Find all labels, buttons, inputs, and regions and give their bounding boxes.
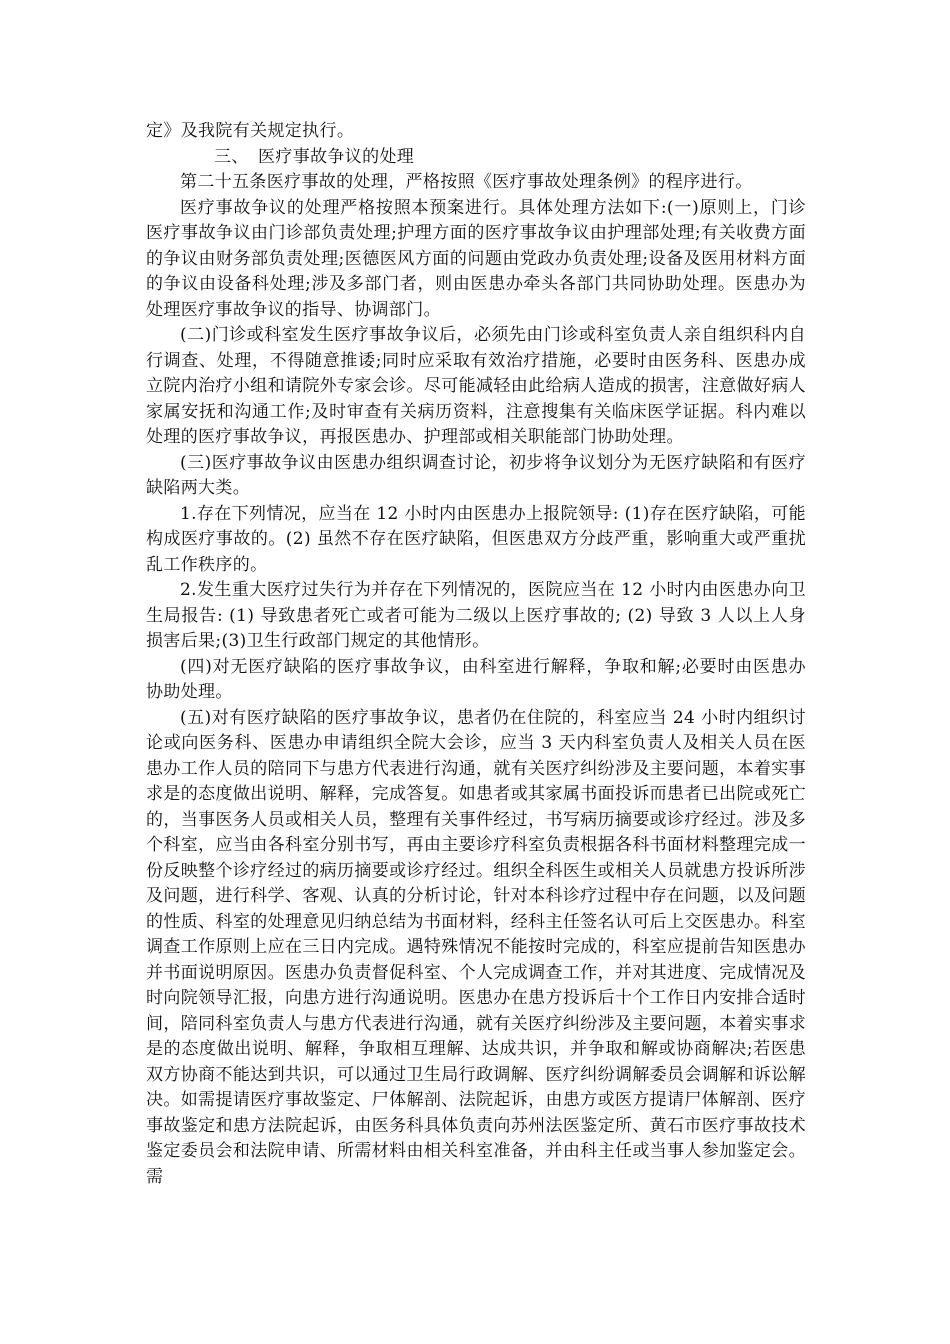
paragraph-item-5: (五)对有医疗缺陷的医疗事故争议，患者仍在住院的，科室应当 24 小时内组织讨论或向医务科、医患办申请组织全院大会诊，应当 3 天内科室负责人及相关人员在医患办工作人员的陪同下与患方代表进行沟通，就有关医疗纠纷涉及主要问题，本着实事求是的态度做出说明、解释，完成答复。如患者或其家属书面投诉而患者已出院或死亡的，当事医务人员或相关人员，整理有关事件经过，书写病历摘要或诊疗经过。涉及多个科室，应当由各科室分别书写，再由主要诊疗科室负责根据各科书面材料整理完成一份反映整个诊疗经过的病历摘要或诊疗经过。组织全科医生或相关人员就患方投诉所涉及问题，进行科学、客观、认真的分析讨论，针对本科诊疗过程中存在问题，以及问题的性质、科室的处理意见归纳总结为书面材料，经科主任签名认可后上交医患办。科室调查工作原则上应在三日内完成。遇特殊情况不能按时完成的，科室应提前告知医患办并书面说明原因。医患办负责督促科室、个人完成调查工作，并对其进度、完成情况及时向院领导汇报，向患方进行沟通说明。医患办在患方投诉后十个工作日内安排合适时间，陪同科室负责人与患方代表进行沟通，就有关医疗纠纷涉及主要问题，本着实事求是的态度做出说明、解释，争取相互理解、达成共识，并争取和解或协商解决;若医患双方协商不能达到共识，可以通过卫生局行政调解、医疗纠纷调解委员会调解和诉讼解决。如需提请医疗事故鉴定、尸体解剖、法院起诉，由患方或医方提请尸体解剖、医疗事故鉴定和患方法院起诉，由医务科具体负责向苏州法医鉴定所、黄石市医疗事故技术鉴定委员会和法院申请、所需材料由相关科室准备，并由科主任或当事人参加鉴定会。需 <box>146 707 806 1187</box>
section-heading <box>146 145 806 171</box>
section-title: 医疗事故争议的处理 <box>258 146 415 167</box>
paragraph-item-2: (二)门诊或科室发生医疗事故争议后，必须先由门诊或科室负责人亲自组织科内自行调查、处理，不得随意推诿;同时应采取有效治疗措施，必要时由医务科、医患办成立院内治疗小组和请院外专家会诊。尽可能减轻由此给病人造成的损害，注意做好病人家属安抚和沟通工作;及时审查有关病历资料，注意搜集有关临床医学证据。科内难以处理的医疗事故争议，再报医患办、护理部或相关职能部门协助处理。 <box>146 325 806 447</box>
paragraph-item-3: (三)医疗事故争议由医患办组织调查讨论，初步将争议划分为无医疗缺陷和有医疗缺陷两大类。 <box>146 452 806 498</box>
paragraph-principles: 医疗事故争议的处理严格按照本预案进行。具体处理方法如下:(一)原则上，门诊医疗事故争议由门诊部负责处理;护理方面的医疗事故争议由护理部处理;有关收费方面的争议由财务部负责处理;医德医风方面的问题由党政办负责处理;设备及医用材料方面的争议由设备科处理;涉及多部门者，则由医患办牵头各部门共同协助处理。医患办为处理医疗事故争议的指导、协调部门。 <box>146 197 806 320</box>
lead-in-line: 定》及我院有关规定执行。 <box>146 121 355 141</box>
paragraph-item-4: (四)对无医疗缺陷的医疗事故争议，由科室进行解释，争取和解;必要时由医患办协助处理。 <box>146 656 806 702</box>
document-body <box>146 119 806 1190</box>
paragraph-report-to-health-bureau: 2.发生重大医疗过失行为并存在下列情况的，医院应当在 12 小时内由医患办向卫生局报告: (1) 导致患者死亡或者可能为二级以上医疗事故的; (2) 导致 3 人以上人身损害后果;(3)卫生行政部门规定的其他情形。 <box>146 580 806 651</box>
paragraph-article-25: 第二十五条医疗事故的处理，严格按照《医疗事故处理条例》的程序进行。 <box>180 172 753 192</box>
section-number: 三、 <box>214 146 249 167</box>
paragraph-report-to-leadership: 1.存在下列情况，应当在 12 小时内由医患办上报院领导: (1)存在医疗缺陷，可能构成医疗事故的。(2) 虽然不存在医疗缺陷，但医患双方分歧严重，影响重大或严重扰乱工作秩序的。 <box>146 503 806 575</box>
